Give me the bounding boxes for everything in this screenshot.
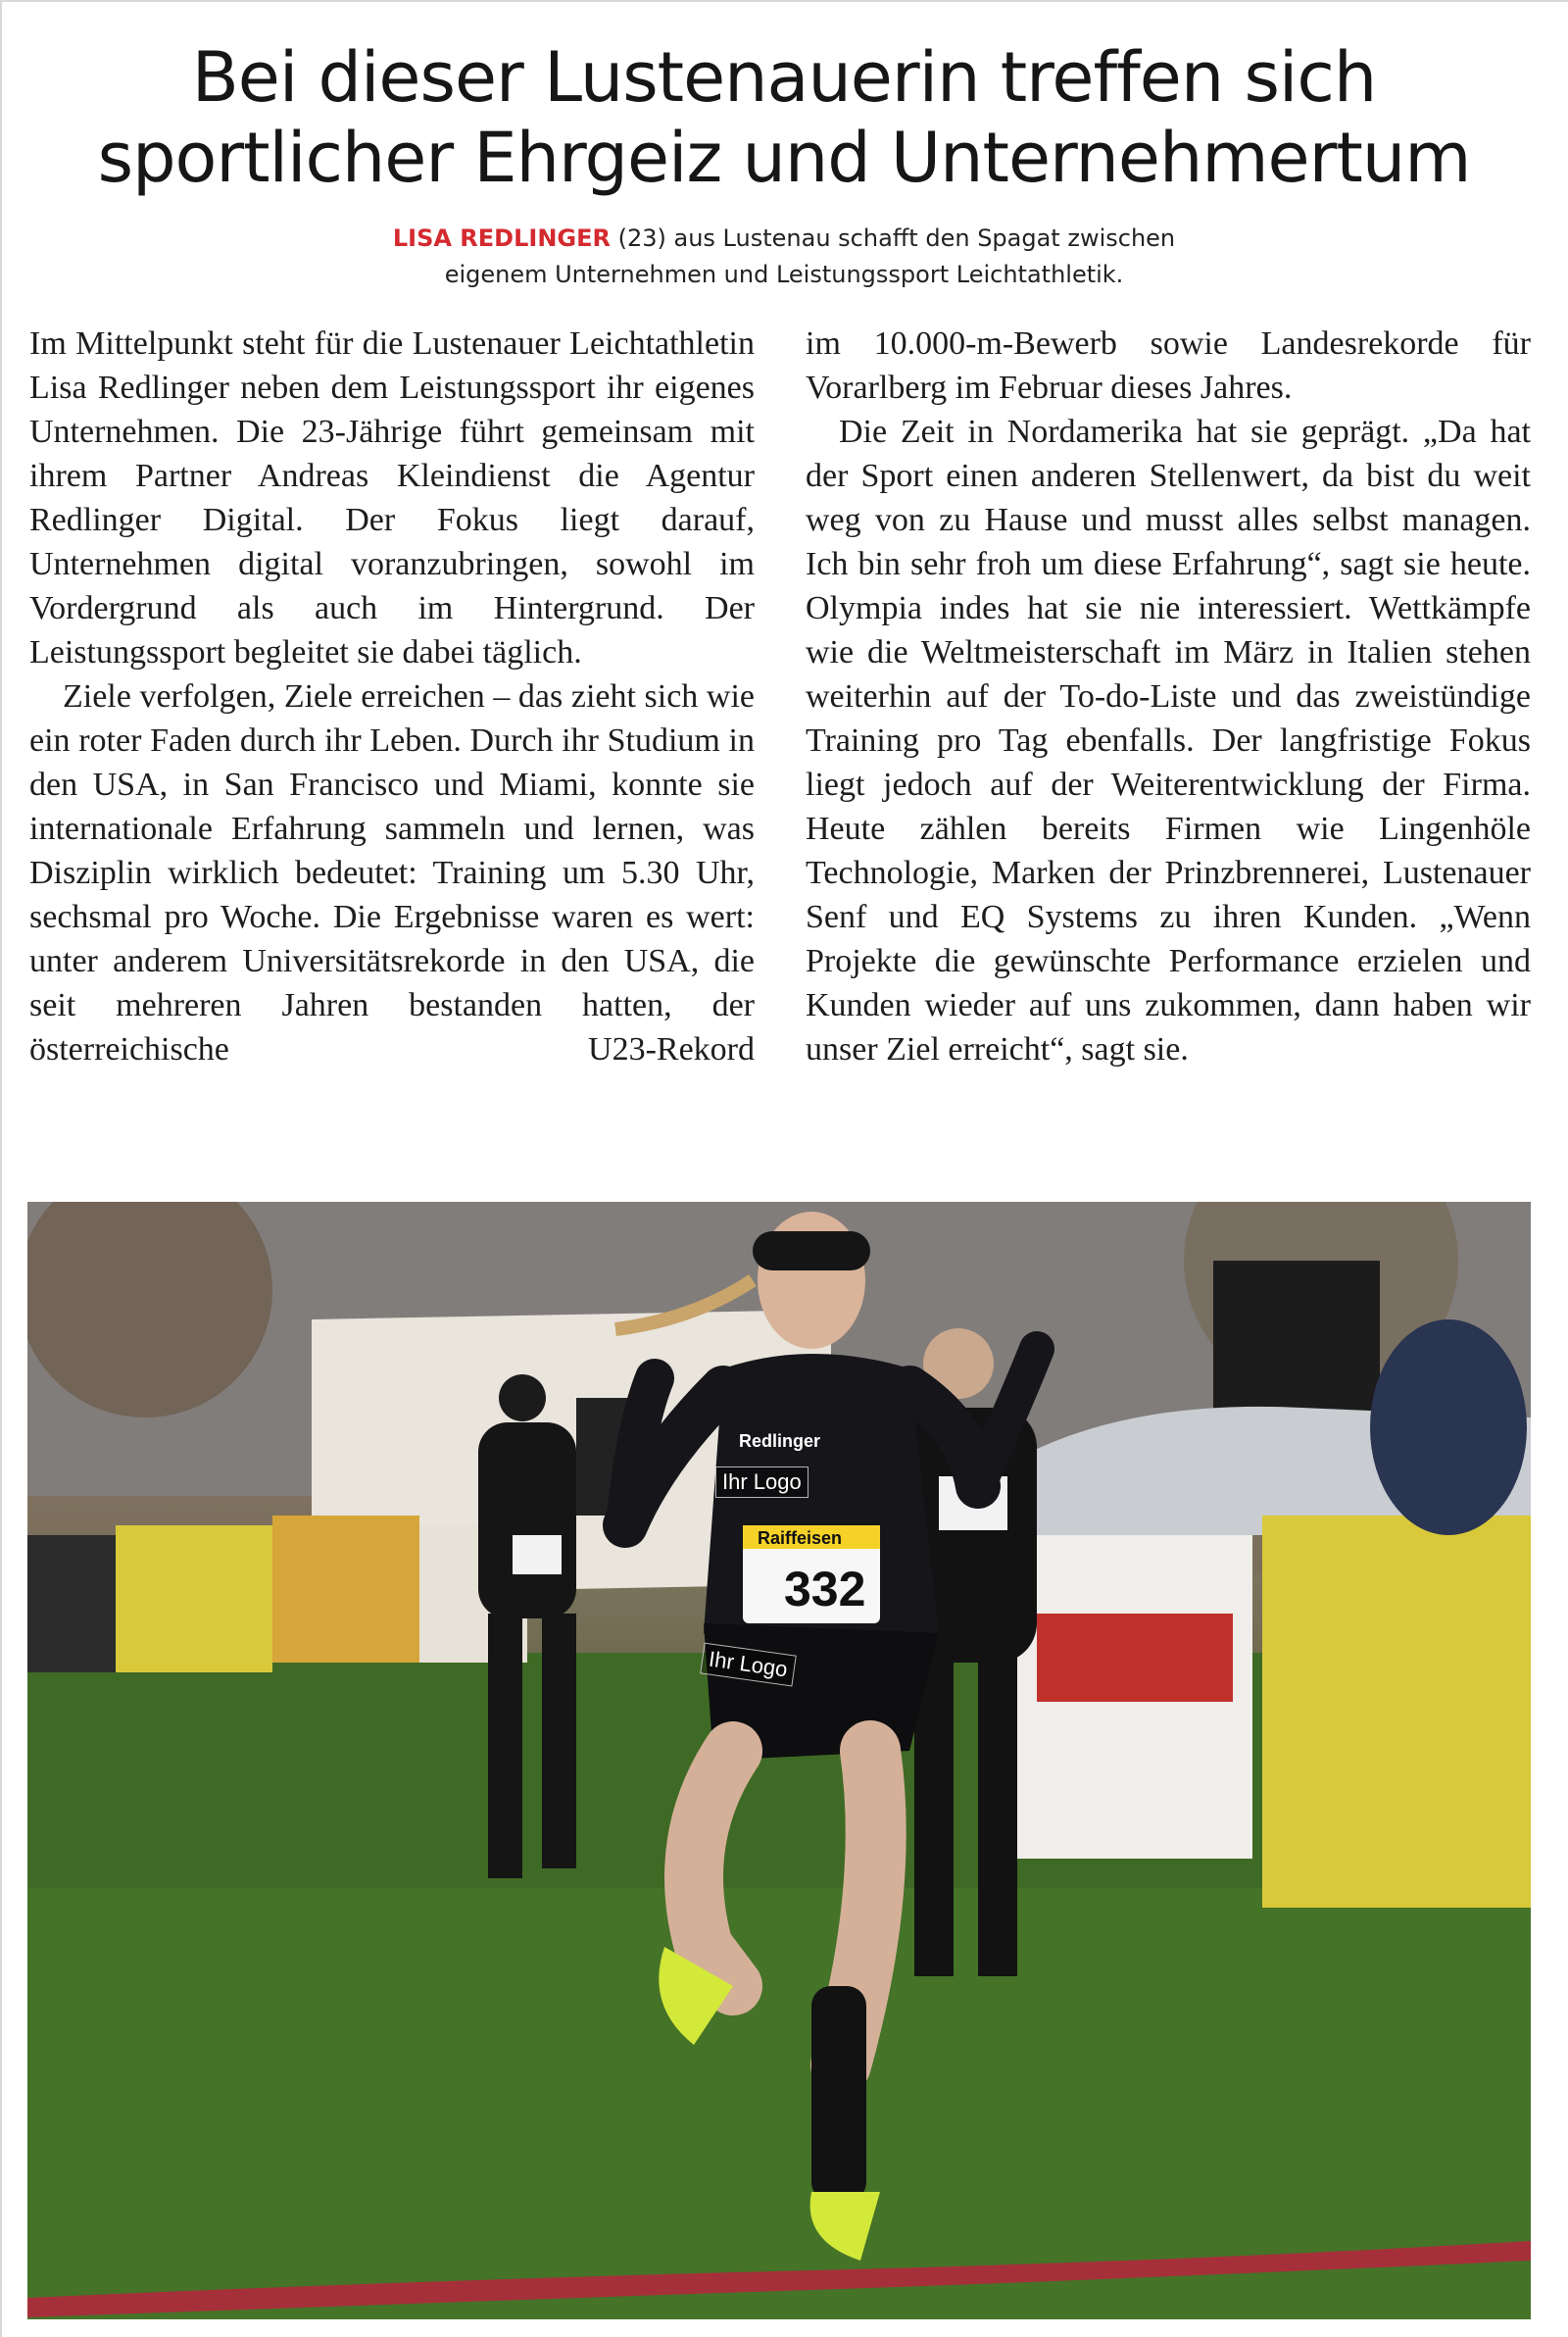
- banner-yellow: [116, 1525, 272, 1672]
- paragraph-4: Die Zeit in Nordamerika hat sie geprägt. „Da hat der Sport einen anderen Stellenwert, da bist du weit weg von zu Hause und musst alles selbst managen. Ich bin sehr froh um diese Erfahrung“, sagt sie heute. Olympia indes hat sie nie interessiert. Wettkämpfe wie die Weltmeisterschaft im März in Italien stehen weiterhin auf der To-do-Liste und das zweistündige Training pro Tag ebenfalls. Der langfristige Fokus liegt jedoch auf der Weiterentwicklung der Firma. Heute zählen bereits Firmen wie Lingenhöle Technologie, Marken der Prinzbrennerei, Lustenauer Senf und EQ Systems zu ihren Kunden. „Wenn Projekte die gewünschte Performance erzielen und Kunden wieder auf uns zukommen, dann haben wir unser Ziel erreicht“, sagt sie.: [806, 414, 1531, 1068]
- banner-yellow-right: [1262, 1516, 1531, 1908]
- banner-orange: [272, 1516, 419, 1663]
- top-rule: [0, 0, 1568, 2]
- banner: [27, 1535, 116, 1672]
- article-photo: [27, 1202, 1531, 2319]
- subline-text-1: (23) aus Lustenau schafft den Spagat zwischen: [610, 224, 1176, 252]
- headline-line-1: Bei dieser Lustenauerin treffen sich: [191, 37, 1377, 118]
- spectator: [1370, 1319, 1527, 1535]
- article-subline: [196, 221, 1372, 293]
- paragraph-3: im 10.000-m-Bewerb sowie Landesrekorde für Vorarlberg im Februar dieses Jahres.: [806, 325, 1531, 406]
- logo-placeholder: Ihr Logo: [700, 1643, 796, 1687]
- paragraph-2: Ziele verfolgen, Ziele erreichen – das zieht sich wie ein roter Faden durch ihr Leben. Durch ihr Studium in den USA, in San Francisco und Miami, konnte sie internationale Erfahrung sammeln und lernen, was Disziplin wirklich bedeutet: Training um 5.30 Uhr, sechsmal pro Woche. Die Ergebnisse waren es wert: unter anderem Universitätsrekorde in den USA, die seit mehreren Jahren bestanden hatten, der österreichische U23-Rekord: [29, 678, 755, 1068]
- bib-sponsor: Raiffeisen: [758, 1528, 843, 1548]
- runner-photo-illustration: [27, 1202, 1531, 2319]
- article-headline: [29, 37, 1539, 198]
- article-column-left: [29, 322, 755, 1071]
- logo-placeholder: Ihr Logo: [715, 1467, 808, 1498]
- subline-text-2: eigenem Unternehmen und Leistungssport Leichtathletik.: [444, 261, 1124, 288]
- left-rule: [0, 0, 2, 2337]
- bib-number: 332: [784, 1562, 866, 1616]
- subline-person-name: LISA REDLINGER: [392, 224, 611, 252]
- headline-line-2: sportlicher Ehrgeiz und Unternehmertum: [97, 118, 1471, 198]
- article-column-right: [806, 322, 1531, 1071]
- shirt-text: Redlinger: [739, 1431, 821, 1451]
- paragraph-1: Im Mittelpunkt steht für die Lustenauer Leichtathletin Lisa Redlinger neben dem Leistungssport ihr eigenes Unternehmen. Die 23-Jährige führt gemeinsam mit ihrem Partner Andreas Kleindienst die Agentur Redlinger Digital. Der Fokus liegt darauf, Unternehmen digital voranzubringen, sowohl im Vordergrund als auch im Hintergrund. Der Leistungssport begleitet sie dabei täglich.: [29, 325, 755, 671]
- banner-red-text: [1037, 1614, 1233, 1702]
